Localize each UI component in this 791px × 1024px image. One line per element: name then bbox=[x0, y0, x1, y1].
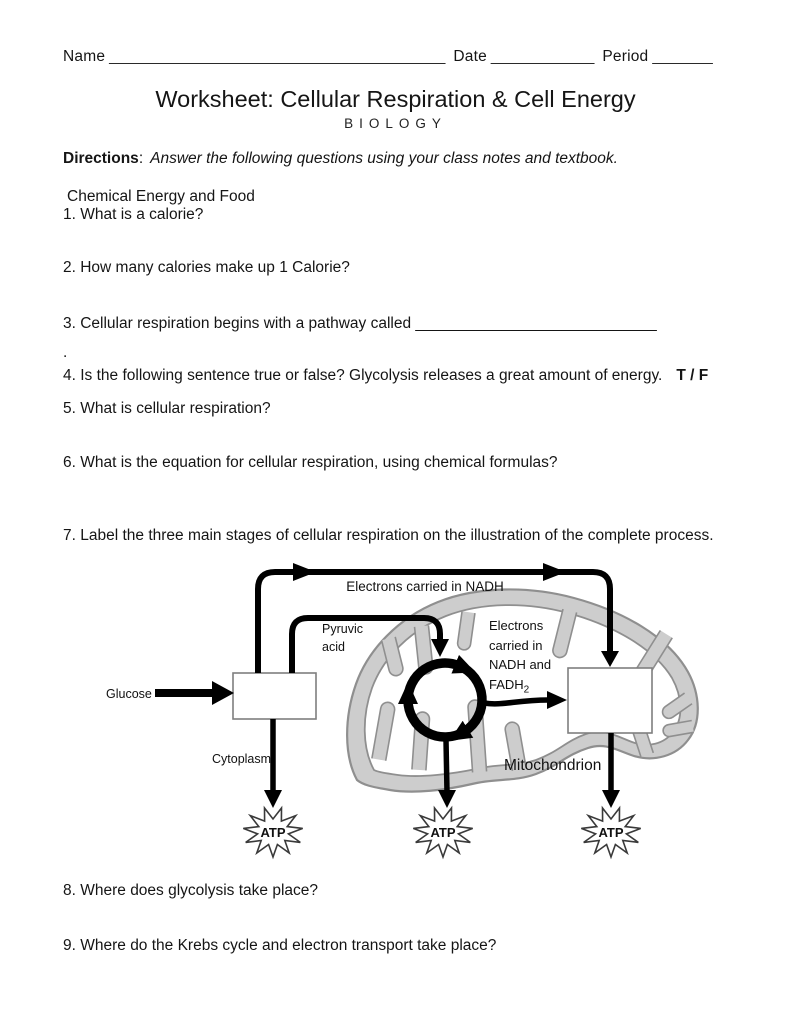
question-3-blank-line: ____________________________ bbox=[415, 315, 657, 332]
name-blank-line: _______________________________________ bbox=[109, 48, 446, 65]
arrowhead-down-icon bbox=[602, 790, 620, 808]
question-4-true-false: T / F bbox=[676, 367, 709, 384]
electron-transport-box bbox=[568, 668, 652, 733]
question-6: 6. What is the equation for cellular respiration, using chemical formulas? bbox=[63, 454, 558, 471]
stray-period: . bbox=[63, 344, 68, 361]
question-5: 5. What is cellular respiration? bbox=[63, 400, 271, 417]
atp-label-etc: ATP bbox=[598, 825, 624, 840]
pyruvic-acid-line2: acid bbox=[322, 639, 345, 654]
period-label: Period bbox=[602, 48, 649, 65]
pyruvic-acid-line1: Pyruvic bbox=[322, 622, 363, 636]
question-1: 1. What is a calorie? bbox=[63, 206, 204, 223]
period-blank-line: _______ bbox=[652, 48, 713, 65]
atp-label-krebs: ATP bbox=[430, 825, 456, 840]
section-heading: Chemical Energy and Food bbox=[67, 188, 255, 205]
question-3-text: 3. Cellular respiration begins with a pathway called bbox=[63, 315, 412, 332]
glucose-label: Glucose bbox=[106, 687, 152, 701]
directions-colon: : bbox=[138, 150, 144, 167]
electrons-line-1: Electrons bbox=[489, 618, 544, 633]
krebs-atp-arrow bbox=[446, 740, 447, 792]
page-title: Worksheet: Cellular Respiration & Cell Energy bbox=[155, 86, 636, 112]
pyruvic-acid-label bbox=[322, 621, 363, 656]
arrowhead-down-icon bbox=[264, 790, 282, 808]
page-subtitle: BIOLOGY bbox=[344, 116, 447, 131]
electrons-line-4 bbox=[489, 675, 551, 700]
date-label: Date bbox=[453, 48, 487, 65]
date-blank-line: ____________ bbox=[490, 48, 595, 65]
electrons-nadh-top-label: Electrons carried in NADH bbox=[346, 579, 504, 594]
question-8: 8. Where does glycolysis take place? bbox=[63, 882, 319, 899]
name-label: Name bbox=[63, 48, 106, 65]
directions-label: Directions bbox=[63, 150, 139, 167]
arrowhead-down-icon bbox=[438, 790, 456, 808]
arrowhead-right-icon bbox=[212, 681, 234, 705]
arrowhead-right-icon bbox=[293, 563, 316, 581]
question-9: 9. Where do the Krebs cycle and electron transport take place? bbox=[63, 937, 497, 954]
directions-text: Answer the following questions using your class notes and textbook. bbox=[150, 150, 618, 167]
question-7: 7. Label the three main stages of cellular respiration on the illustration of the complete process. bbox=[63, 527, 714, 544]
arrowhead-right-icon bbox=[543, 563, 566, 581]
electrons-line-3: NADH and bbox=[489, 657, 552, 672]
glycolysis-box bbox=[233, 673, 316, 719]
electrons-nadh-fadh-label bbox=[489, 616, 551, 700]
cytoplasm-label: Cytoplasm bbox=[212, 752, 272, 766]
question-4-text: 4. Is the following sentence true or false? Glycolysis releases a great amount of energy. bbox=[63, 367, 663, 384]
atp-label-glycolysis: ATP bbox=[260, 825, 286, 840]
fadh-text: FADH bbox=[489, 676, 524, 692]
question-2: 2. How many calories make up 1 Calorie? bbox=[63, 259, 350, 276]
mitochondrion-label: Mitochondrion bbox=[504, 757, 602, 774]
electrons-line-2: carried in bbox=[489, 637, 543, 653]
fadh-subscript: 2 bbox=[523, 684, 530, 696]
